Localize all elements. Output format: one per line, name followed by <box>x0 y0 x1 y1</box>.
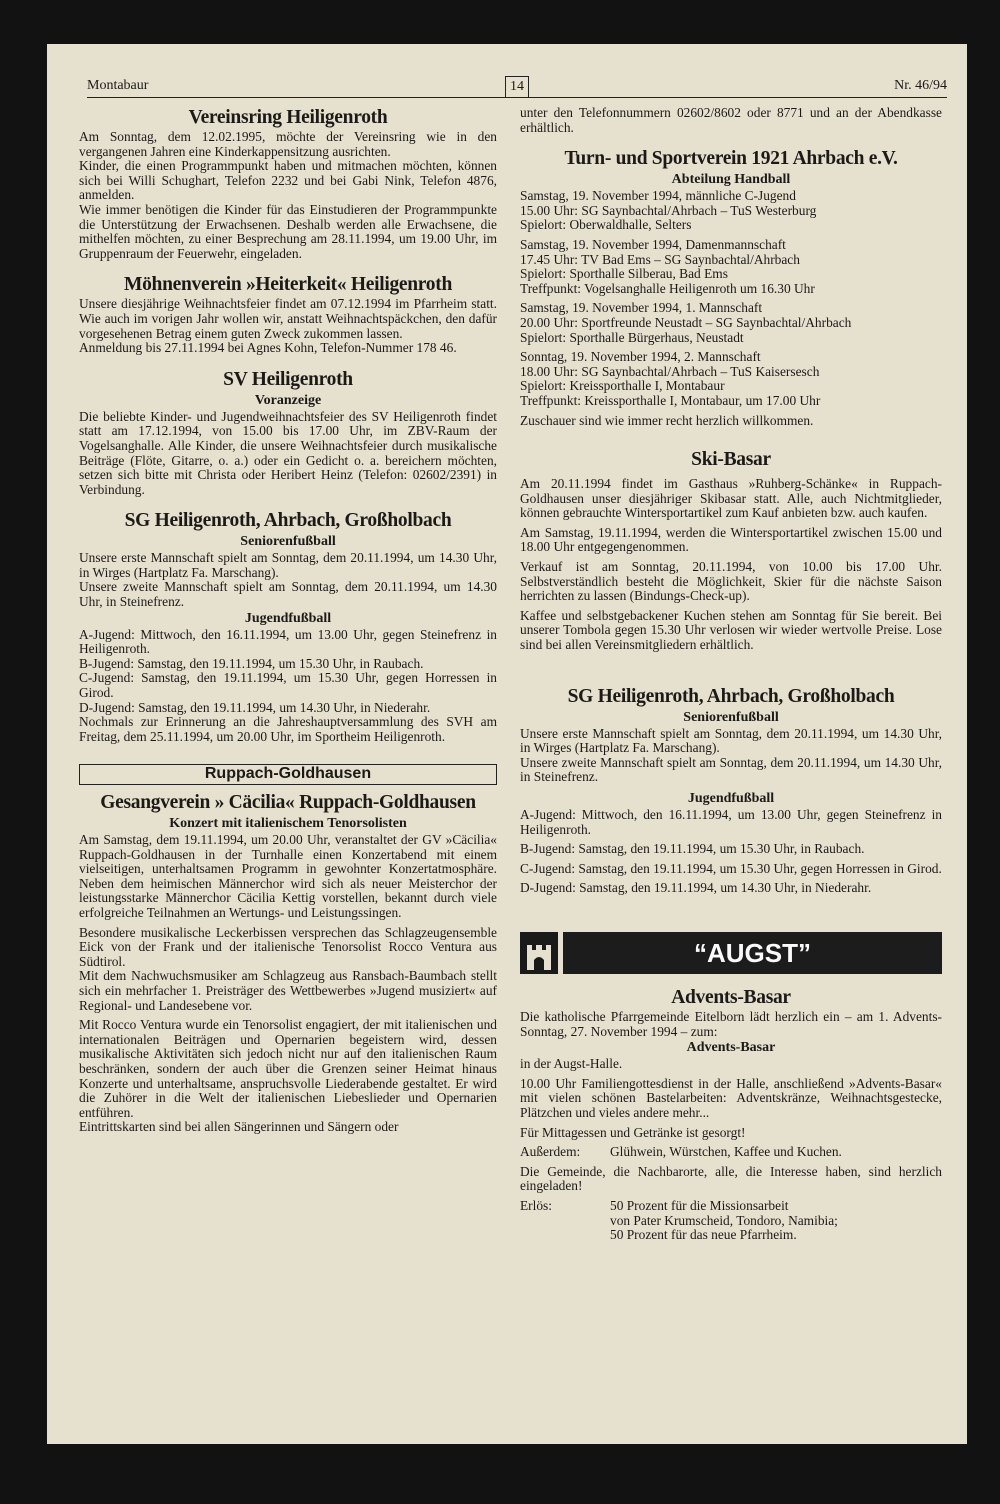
header-rule <box>87 97 947 98</box>
article-paragraph: Kaffee und selbstgebackener Kuchen stehen am Sonntag für Sie bereit. Bei unserer Tombola gegen 15.30 Uhr verlosen wir wieder wertvolle Preise. Lose sind bei allen Vereinsmitgliedern erhältlich. <box>520 607 942 653</box>
fixture-group <box>520 301 942 345</box>
article-title: Möhnenverein »Heiterkeit« Heiligenroth <box>124 274 452 296</box>
article-title: Vereinsring Heiligenroth <box>188 107 388 128</box>
proceeds-text <box>610 1199 838 1243</box>
article-paragraph: Am Samstag, dem 19.11.1994, um 20.00 Uhr, veranstaltet der GV »Cäcilia« Ruppach-Goldhausen in der Turnhalle einen Konzertabend mit einem vielseitigen, unterhaltsamen Programm in gewohnter Konzertatmosphäre. Neben dem heimischen Männerchor wird sich als neuer Meisterchor der leistungsstarke Männerchor Cäcilia Kettig vorstellen, bekannt durch viele erfolgreiche Teilnahmen an Wertungs- und Leistungssingen. <box>79 832 497 920</box>
article-paragraph: Mit Rocco Ventura wurde ein Tenorsolist engagiert, der mit italienischen und internationalen Beiträgen und Opernarien begeistern wird, dessen musikalische Aktivitäten sich jedoch nicht nur auf den italienischen Raum beschränken, sondern der auch über die Grenzen seiner Heimat hinaus Konzerte und unterhaltsame, anspruchsvolle Liederabende gestaltet. Er wird die Zuhörer in die Welt der italienischen Liebeslieder und Opernarien entführen. <box>79 1017 497 1120</box>
article-paragraph: Unsere diesjährige Weihnachtsfeier findet am 07.12.1994 im Pfarrheim statt. Wie auch im vorigen Jahr wollen wir, anstatt Weihnachtspäckchen, den dafür vorgesehenen Betrag einem guten Zweck zukommen lassen. <box>79 296 497 341</box>
fixture-line: Spielort: Sporthalle Silberau, Bad Ems <box>520 266 728 282</box>
article-paragraph: Am Sonntag, dem 12.02.1995, möchte der Vereinsring wie in den vergangenen Jahren eine Kinderkappensitzung ausrichten. <box>79 129 497 159</box>
proceeds-label: Erlös: <box>520 1197 552 1213</box>
augst-banner <box>520 932 942 974</box>
section-heading-box: Ruppach-Goldhausen <box>79 764 497 785</box>
article-subtitle: Seniorenfußball <box>683 709 779 725</box>
fixture-line: Spielort: Kreissporthalle I, Montabaur <box>520 378 725 394</box>
fixture-line: 18.00 Uhr: SG Saynbachtal/Ahrbach – TuS Kaisersesch <box>520 363 820 379</box>
extras-label: Außerdem: <box>520 1144 581 1160</box>
fixture-line: C-Jugend: Samstag, den 19.11.1994, um 15.30 Uhr, gegen Horressen in Girod. <box>79 670 497 701</box>
article-paragraph: Unsere erste Mannschaft spielt am Sonntag, dem 20.11.1994, um 14.30 Uhr, in Wirges (Hartplatz Fa. Marschang). <box>520 725 942 756</box>
fixture-line: D-Jugend: Samstag, den 19.11.1994, um 14.30 Uhr, in Niederahr. <box>79 699 431 715</box>
proceeds-row <box>520 1199 942 1243</box>
article-paragraph: in der Augst-Halle. <box>520 1056 623 1072</box>
fixture-group <box>520 189 942 233</box>
castle-tower-icon <box>520 932 558 974</box>
right-column <box>520 106 942 1243</box>
article-paragraph: Mit dem Nachwuchsmusiker am Schlagzeug aus Ransbach-Baumbach stellt sich ein mehrfacher 1. Preisträger des Wettbewerbes »Jugend musiziert« auf Regional- und Landesebene vor. <box>79 968 497 1013</box>
page-header <box>87 76 947 98</box>
banner-title: “AUGST” <box>563 932 942 974</box>
fixture-group <box>520 238 942 296</box>
article-paragraph: Eintrittskarten sind bei allen Sängerinnen und Sängern oder <box>79 1119 399 1135</box>
article-title: SG Heiligenroth, Ahrbach, Großholbach <box>124 510 452 532</box>
article-subtitle: Voranzeige <box>254 392 322 408</box>
article-paragraph: Verkauf ist am Sonntag, 20.11.1994, von 10.00 bis 17.00 Uhr. Selbstverständlich besteht die Möglichkeit, Skier für die nächste Saison herrichten zu lassen (Bindungs-Check-up). <box>520 559 942 604</box>
article-subtitle: Abteilung Handball <box>671 172 791 188</box>
fixture-line: Treffpunkt: Vogelsanghalle Heiligenroth um 16.30 Uhr <box>520 280 815 296</box>
article-paragraph: Die katholische Pfarrgemeinde Eitelborn lädt herzlich ein – am 1. Advents-Sonntag, 27. November 1994 – zum: <box>520 1008 942 1039</box>
article-paragraph: Unsere zweite Mannschaft spielt am Sonntag, dem 20.11.1994, um 14.30 Uhr, in Steinefrenz. <box>520 754 942 785</box>
article-title: Advents-Basar <box>671 986 791 1008</box>
proceeds-line: 50 Prozent für das neue Pfarrheim. <box>610 1227 797 1243</box>
article-paragraph: Für Mittagessen und Getränke ist gesorgt! <box>520 1124 746 1140</box>
fixture-line: Samstag, 19. November 1994, 1. Mannschaft <box>520 300 763 316</box>
fixture-line: Sonntag, 19. November 1994, 2. Mannschaft <box>520 349 761 365</box>
article-title: Ski-Basar <box>691 449 771 471</box>
fixture-line: Spielort: Oberwaldhalle, Selters <box>520 217 692 233</box>
article-paragraph: Anmeldung bis 27.11.1994 bei Agnes Kohn, Telefon-Nummer 178 46. <box>79 340 457 356</box>
proceeds-line: von Pater Krumscheid, Tondoro, Namibia; <box>610 1212 838 1228</box>
article-paragraph: Die beliebte Kinder- und Jugendweihnachtsfeier des SV Heiligenroth findet statt am 17.12.1994, von 15.00 bis 17.00 Uhr, im ZBV-Raum der Vogelsanghalle. Alle Kinder, die unsere Weihnachtsfeier durch musikalische Beiträge (Flöte, Gitarre, o. a.) oder ein Gedicht o. a. bereichern möchten, setzen sich bitte mit Christa oder Heribert Heinz (Telefon: 02602/2391) in Verbindung. <box>79 408 497 497</box>
article-subtitle: Seniorenfußball <box>240 534 336 550</box>
article-paragraph: Kinder, die einen Programmpunkt haben und mitmachen möchten, können sich bei Willi Schughart, Telefon 2232 und bei Gabi Nink, Telefon 4876, anmelden. <box>79 158 497 203</box>
fixture-line: A-Jugend: Mittwoch, den 16.11.1994, um 13.00 Uhr, gegen Steinefrenz in Heiligenroth. <box>520 807 942 837</box>
article-paragraph: Am Samstag, 19.11.1994, werden die Wintersportartikel zwischen 15.00 und 18.00 Uhr entgegengenommen. <box>520 524 942 555</box>
fixture-line: Samstag, 19. November 1994, Damenmannschaft <box>520 236 786 252</box>
article-paragraph: Am 20.11.1994 findet im Gasthaus »Ruhberg-Schänke« in Ruppach-Goldhausen unser diesjähriger Skibasar statt. Alle, auch Nichtmitglieder, können gebrauchte Wintersportartikel zum Kauf anbieten bzw. auch kaufen. <box>520 476 942 521</box>
article-paragraph: Nochmals zur Erinnerung an die Jahreshauptversammlung des SVH am Freitag, dem 25.11.1994, um 20.00 Uhr, im Sportheim Heiligenroth. <box>79 714 497 744</box>
proceeds-line: 50 Prozent für die Missionsarbeit <box>610 1197 789 1213</box>
article-paragraph: Die Gemeinde, die Nachbarorte, alle, die Interesse haben, sind herzlich eingeladen! <box>520 1163 942 1194</box>
page-number: 14 <box>505 76 529 98</box>
fixture-line: B-Jugend: Samstag, den 19.11.1994, um 15.30 Uhr, in Raubach. <box>79 655 424 671</box>
article-paragraph: Unsere erste Mannschaft spielt am Sonntag, dem 20.11.1994, um 14.30 Uhr, in Wirges (Hartplatz Fa. Marschang). <box>79 550 497 580</box>
fixture-line: D-Jugend: Samstag, den 19.11.1994, um 14.30 Uhr, in Niederahr. <box>520 880 872 896</box>
article-paragraph: 10.00 Uhr Familiengottesdienst in der Halle, anschließend »Advents-Basar« mit vielen schönen Bastelarbeiten: Adventskränze, Weihnachtsgestecke, Plätzchen und vieles andere mehr... <box>520 1075 942 1120</box>
fixture-line: C-Jugend: Samstag, den 19.11.1994, um 15.30 Uhr, gegen Horressen in Girod. <box>520 860 942 876</box>
extras-text: Glühwein, Würstchen, Kaffee und Kuchen. <box>610 1144 842 1160</box>
article-subtitle: Jugendfußball <box>687 791 775 806</box>
article-paragraph: Unsere zweite Mannschaft spielt am Sonntag, dem 20.11.1994, um 14.30 Uhr, in Steinefrenz. <box>79 579 497 610</box>
fixture-line: Samstag, 19. November 1994, männliche C-Jugend <box>520 188 796 204</box>
issue-number: Nr. 46/94 <box>894 78 947 93</box>
article-paragraph: Zuschauer sind wie immer recht herzlich willkommen. <box>520 412 814 428</box>
article-title: SG Heiligenroth, Ahrbach, Großholbach <box>567 685 895 707</box>
fixture-line: 15.00 Uhr: SG Saynbachtal/Ahrbach – TuS Westerburg <box>520 202 817 218</box>
header-town: Montabaur <box>87 78 149 93</box>
newspaper-page <box>47 44 967 1444</box>
fixture-line: Treffpunkt: Kreissporthalle I, Montabaur, um 17.00 Uhr <box>520 392 821 408</box>
article-subtitle: Jugendfußball <box>244 610 332 626</box>
article-title: Gesangverein » Cäcilia« Ruppach-Goldhausen <box>100 792 476 813</box>
fixture-line: B-Jugend: Samstag, den 19.11.1994, um 15.30 Uhr, in Raubach. <box>520 841 865 857</box>
left-column <box>79 106 497 1135</box>
article-subtitle: Konzert mit italienischem Tenorsolisten <box>169 816 407 831</box>
article-paragraph: Besondere musikalische Leckerbissen versprechen das Schlagzeugensemble Eick von der Frank und der italienische Tenorsolist Rocco Ventura aus Südtirol. <box>79 924 497 969</box>
article-title: SV Heiligenroth <box>223 368 353 390</box>
fixture-group <box>520 350 942 408</box>
fixture-line: 17.45 Uhr: TV Bad Ems – SG Saynbachtal/Ahrbach <box>520 251 800 267</box>
article-paragraph: Wie immer benötigen die Kinder für das Einstudieren der Programmpunkte die Unterstützung der Erwachsenen. Deshalb werden alle Erwachsene, die mithelfen möchten, zu einer Besprechung am 28.11.1994, um 19.00 Uhr, im Gruppenraum der Feuerwehr, eingeladen. <box>79 201 497 261</box>
extras-row <box>520 1145 942 1160</box>
article-paragraph: unter den Telefonnummern 02602/8602 oder 8771 und an der Abendkasse erhältlich. <box>520 105 942 135</box>
fixture-line: A-Jugend: Mittwoch, den 16.11.1994, um 13.00 Uhr, gegen Steinefrenz in Heiligenroth. <box>79 626 497 657</box>
fixture-line: Spielort: Sporthalle Bürgerhaus, Neustadt <box>520 329 744 345</box>
fixture-line: 20.00 Uhr: Sportfreunde Neustadt – SG Saynbachtal/Ahrbach <box>520 314 852 330</box>
article-subtitle: Advents-Basar <box>686 1040 776 1056</box>
article-title: Turn- und Sportverein 1921 Ahrbach e.V. <box>564 148 898 170</box>
